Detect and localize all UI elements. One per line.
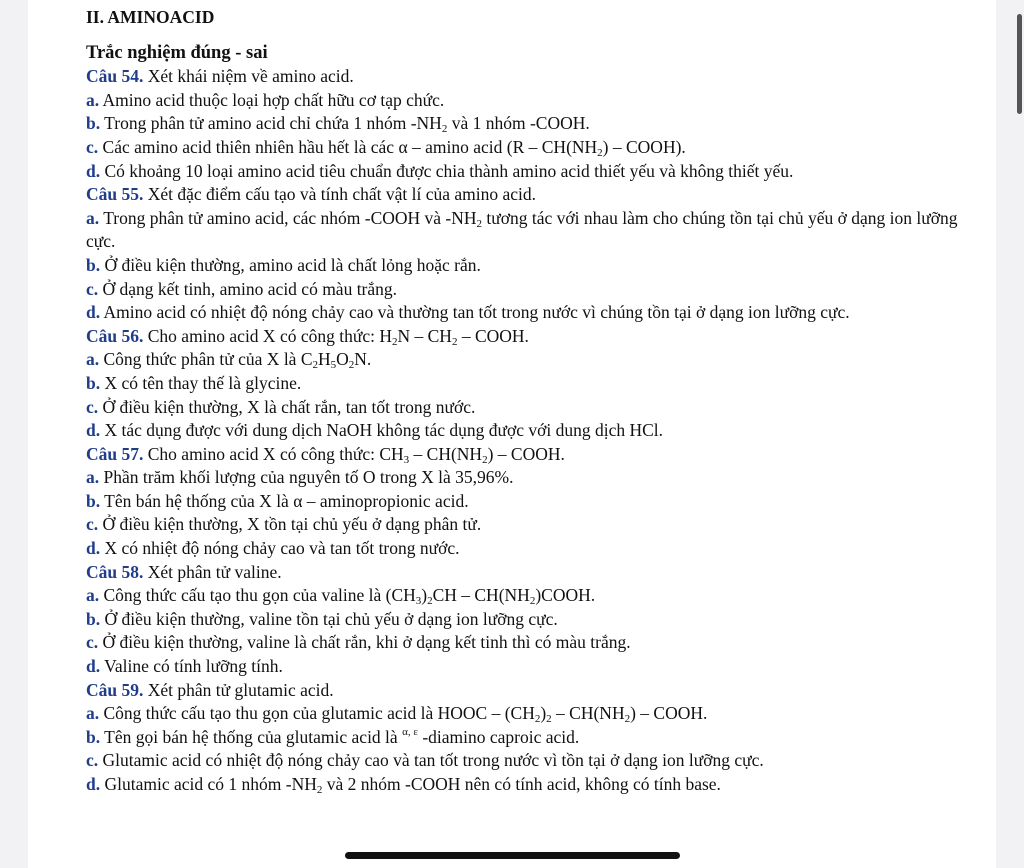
option-55d: d. Amino acid có nhiệt độ nóng chảy cao và thường tan tốt trong nước vì chúng tồn tại ở dạng ion lưỡng cực.: [86, 302, 850, 323]
option-58c: c. Ở điều kiện thường, valine là chất rắn, khi ở dạng kết tinh thì có màu trắng.: [86, 632, 631, 653]
question-label: Câu 59.: [86, 679, 144, 700]
question-58: [86, 561, 966, 585]
option-56c: c. Ở điều kiện thường, X là chất rắn, tan tốt trong nước.: [86, 396, 476, 417]
option-57d: d. X có nhiệt độ nóng chảy cao và tan tốt trong nước.: [86, 538, 460, 559]
question-text: Xét khái niệm về amino acid.: [147, 66, 354, 87]
question-text: Xét đặc điểm cấu tạo và tính chất vật lí của amino acid.: [147, 184, 536, 205]
option-59a: a. Công thức cấu tạo thu gọn của glutamic acid là HOOC – $(CH_2)_2 - CH(NH_2)$ – COOH.: [86, 703, 708, 726]
question-56: Câu 56. Cho amino acid X có công thức: $H_2N - CH_2$ – COOH.: [86, 325, 529, 348]
option-54d: d. Có khoảng 10 loại amino acid tiêu chuẩn được chia thành amino acid thiết yếu và không thiết yếu.: [86, 160, 794, 181]
option-59d: d. Glutamic acid có 1 nhóm $-NH_2$ và 2 nhóm -COOH nên có tính acid, không có tính base.: [86, 774, 721, 796]
option-55b: b. Ở điều kiện thường, amino acid là chất lỏng hoặc rắn.: [86, 254, 481, 275]
option-56a: a. Công thức phân tử của X là $C_2H_5O_2N$.: [86, 349, 372, 372]
question-label: Câu 55.: [86, 184, 144, 205]
question-text: Xét phân tử valine.: [147, 561, 282, 582]
section-subtitle: Trắc nghiệm đúng - sai: [86, 42, 268, 63]
question-54: [86, 65, 966, 89]
option-59b: b. Tên gọi bán hệ thống của glutamic acid là $^{\alpha, \varepsilon}$ -diamino caproic acid.: [86, 725, 580, 747]
option-55a: a. Trong phân tử amino acid, các nhóm -COOH và $-NH_2$ tương tác với nhau làm cho chúng tồn tại chủ yếu ở dạng ion lưỡng cực.: [86, 207, 958, 252]
option-54b: b. Trong phân tử amino acid chỉ chứa 1 nhóm $-NH_2$ và 1 nhóm -COOH.: [86, 113, 590, 136]
question-label: Câu 58.: [86, 561, 144, 582]
option-58a: a. Công thức cấu tạo thu gọn của valine là $(CH_3)_2CH$ – $CH(NH_2)COOH$.: [86, 585, 596, 608]
option-55c: c. Ở dạng kết tinh, amino acid có màu trắng.: [86, 278, 398, 299]
document-page: [28, 0, 996, 868]
alpha-epsilon-symbol: α, ε: [402, 725, 418, 738]
document-content: [86, 6, 966, 797]
question-59: [86, 679, 966, 703]
option-59c: c. Glutamic acid có nhiệt độ nóng chảy cao và tan tốt trong nước vì tồn tại ở dạng ion lưỡng cực.: [86, 750, 764, 771]
option-58b: b. Ở điều kiện thường, valine tồn tại chủ yếu ở dạng ion lưỡng cực.: [86, 608, 558, 629]
option-56d: d. X tác dụng được với dung dịch NaOH không tác dụng được với dung dịch HCl.: [86, 420, 664, 441]
option-57b: b. Tên bán hệ thống của X là α – aminopropionic acid.: [86, 490, 469, 511]
question-label: Câu 57.: [86, 443, 144, 464]
question-label: Câu 54.: [86, 66, 144, 87]
option-57a: a. Phần trăm khối lượng của nguyên tố O trong X là 35,96%.: [86, 467, 514, 488]
option-57c: c. Ở điều kiện thường, X tồn tại chủ yếu ở dạng phân tử.: [86, 514, 482, 535]
section-title: II. AMINOACID: [86, 7, 215, 27]
question-text: Xét phân tử glutamic acid.: [147, 679, 334, 700]
scrollbar[interactable]: [1017, 14, 1022, 114]
option-54a: a. Amino acid thuộc loại hợp chất hữu cơ tạp chức.: [86, 89, 445, 110]
option-54c: c. Các amino acid thiên nhiên hầu hết là các α – amino acid ($R - CH(NH_2)$ – COOH).: [86, 136, 686, 159]
question-55: [86, 183, 966, 207]
question-57: Câu 57. Cho amino acid X có công thức: $CH_3 - CH(NH_2)$ – COOH.: [86, 443, 565, 466]
option-58d: d. Valine có tính lưỡng tính.: [86, 656, 283, 677]
home-indicator[interactable]: [345, 852, 680, 859]
question-label: Câu 56.: [86, 325, 144, 346]
option-56b: b. X có tên thay thế là glycine.: [86, 372, 302, 393]
